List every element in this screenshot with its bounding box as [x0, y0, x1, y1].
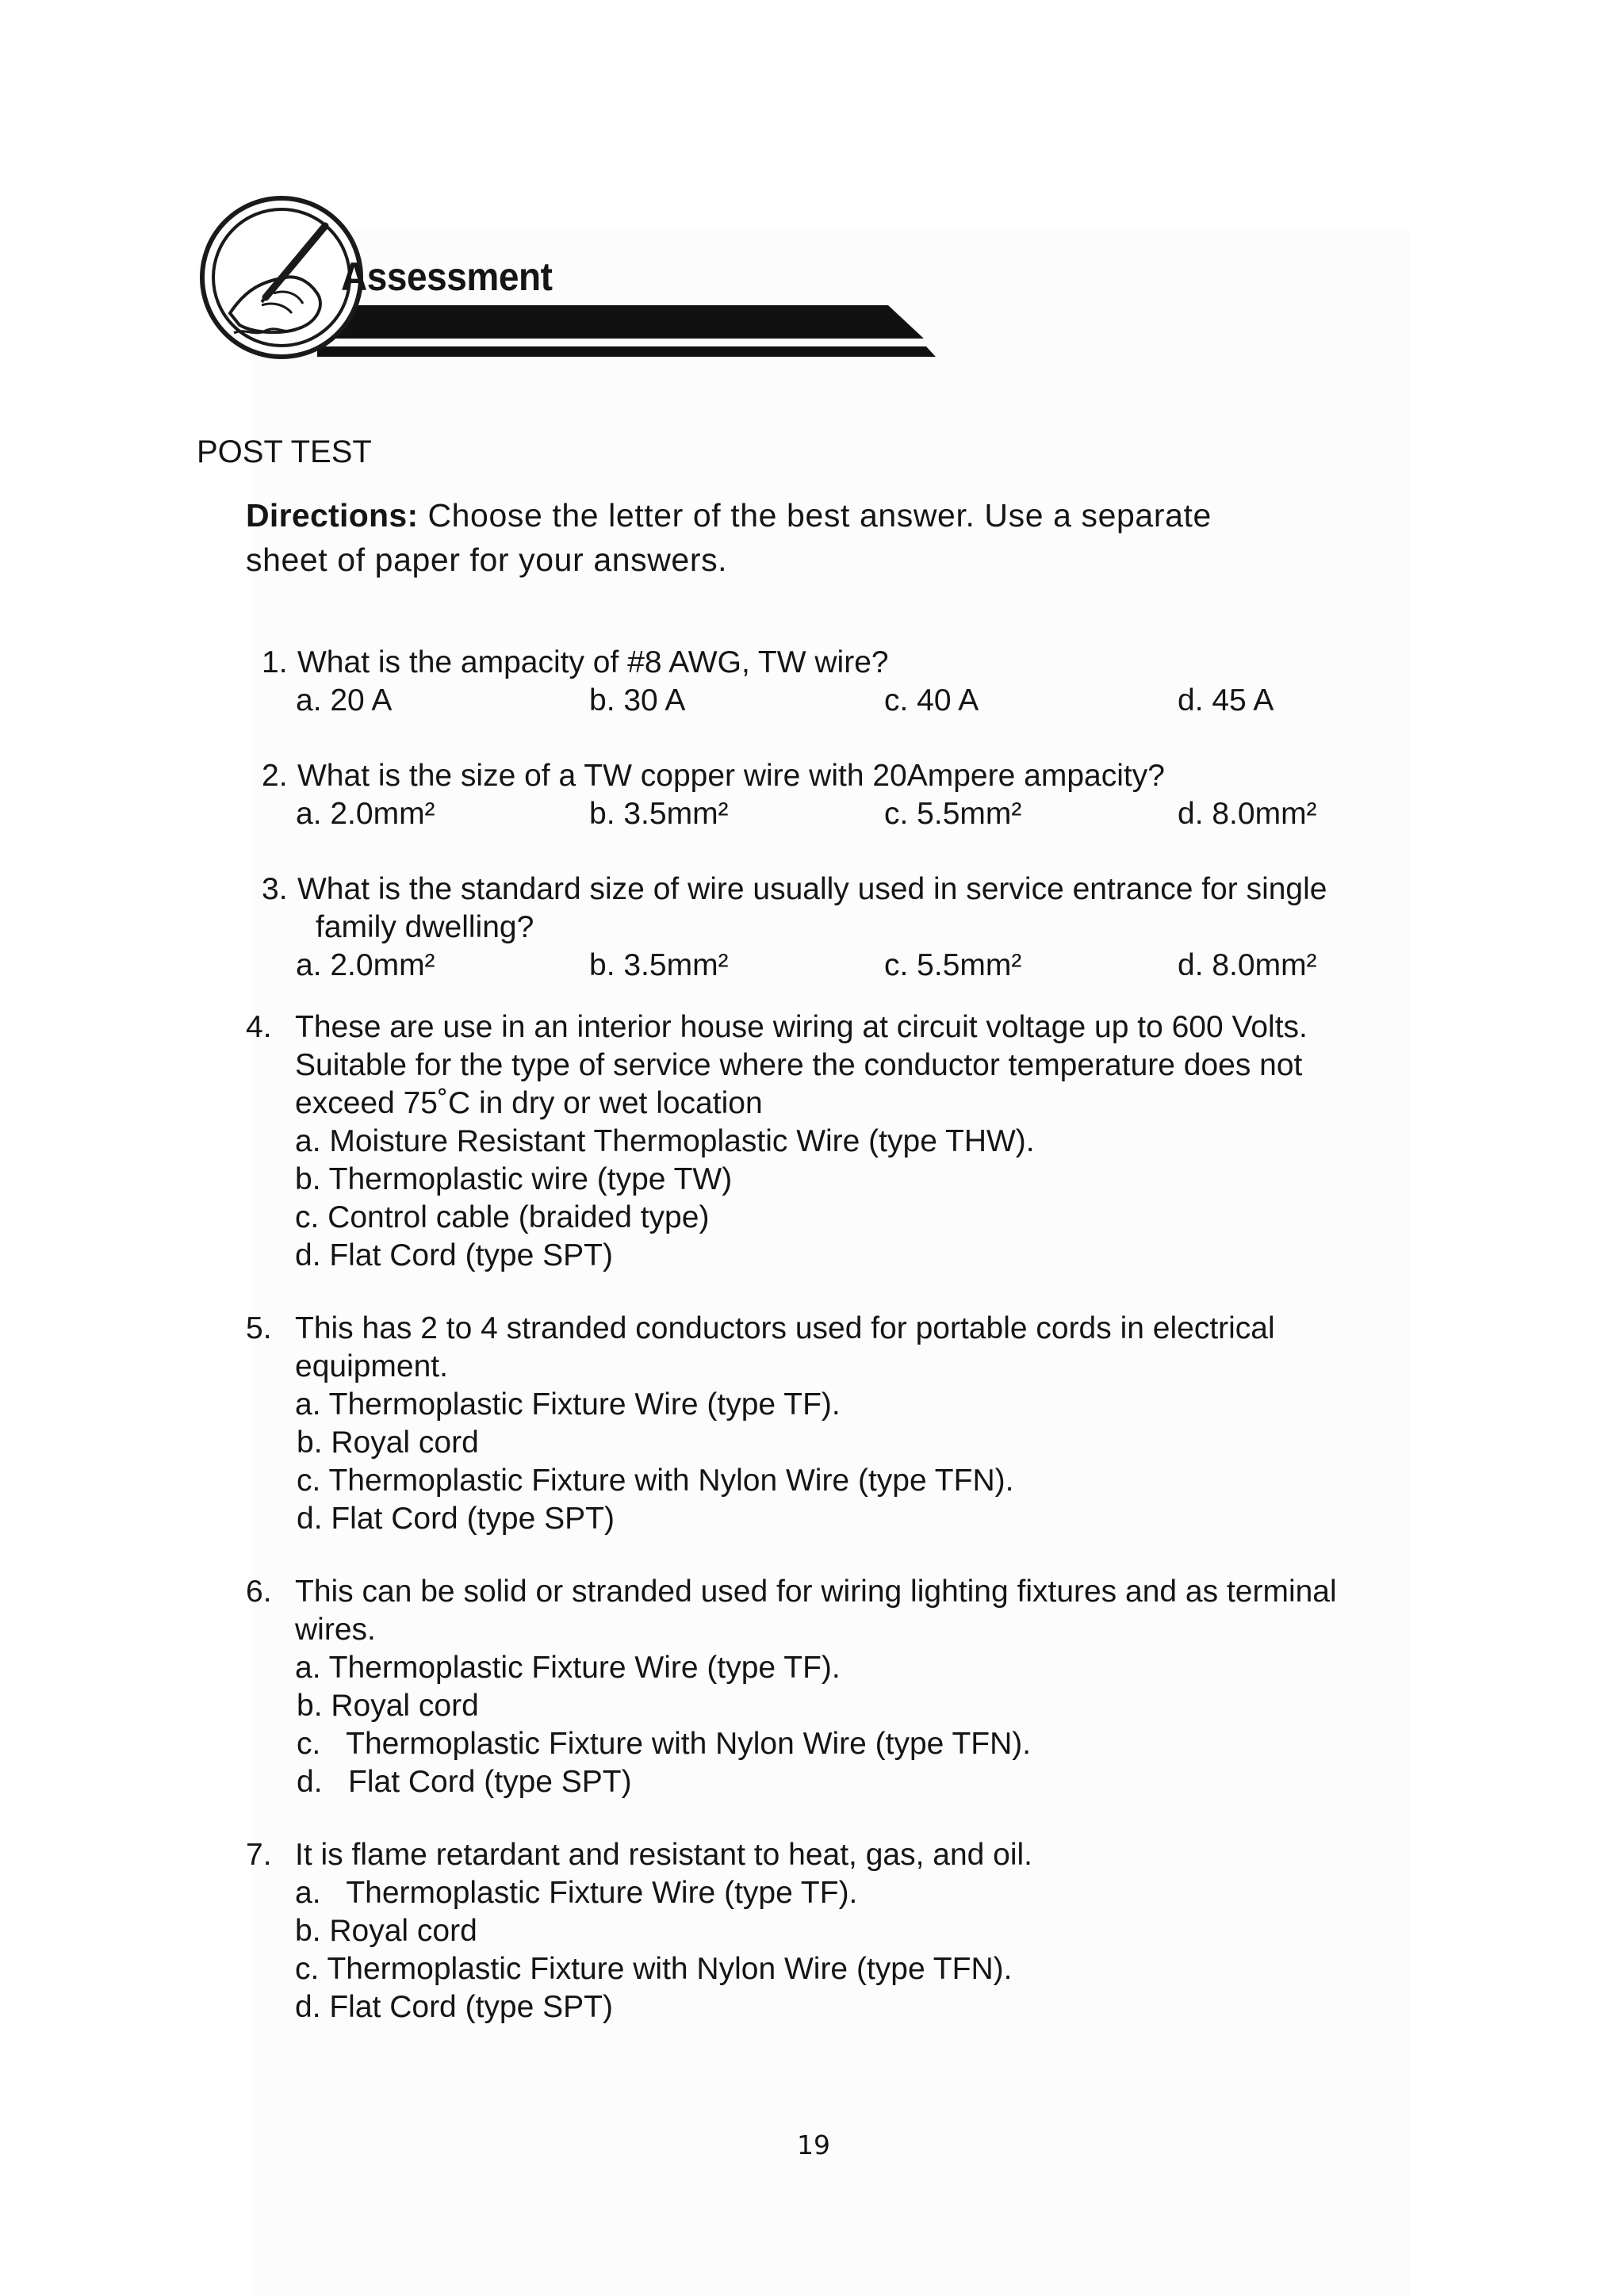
question-1	[262, 644, 1451, 723]
option-d: d. 8.0mm²	[1178, 948, 1317, 982]
directions-text-line1: Choose the letter of the best answer. Use a separate	[418, 497, 1212, 534]
directions-text-line2: sheet of paper for your answers.	[246, 541, 728, 578]
option-c: c. Thermoplastic Fixture with Nylon Wire (type TFN).	[297, 1727, 1032, 1761]
section-label: POST TEST	[197, 434, 372, 469]
question-stem: It is flame retardant and resistant to heat, gas, and oil.	[295, 1838, 1033, 1872]
option-d: d. Flat Cord (type SPT)	[295, 1990, 613, 2024]
banner-stripe-top	[317, 305, 924, 339]
option-c: c. 40 A	[884, 683, 979, 718]
directions	[246, 493, 1435, 582]
option-b: b. 3.5mm²	[589, 797, 729, 831]
question-stem: What is the ampacity of #8 AWG, TW wire?	[297, 645, 889, 679]
option-a: a. 2.0mm²	[296, 948, 435, 982]
option-c: c. Control cable (braided type)	[295, 1200, 710, 1234]
option-c: c. 5.5mm²	[884, 948, 1022, 982]
option-a: a. Moisture Resistant Thermoplastic Wire (type THW).	[295, 1124, 1035, 1158]
question-stem-line2: family dwelling?	[316, 910, 534, 944]
option-b: b. Royal cord	[295, 1914, 477, 1948]
question-stem-line1: These are use in an interior house wiring at circuit voltage up to 600 Volts.	[295, 1010, 1308, 1044]
question-number: 3.	[262, 872, 288, 906]
question-stem-line2: equipment.	[295, 1349, 448, 1383]
question-stem-line1: This can be solid or stranded used for wiring lighting fixtures and as terminal	[295, 1575, 1337, 1609]
question-2	[262, 757, 1451, 836]
question-stem-line3: exceed 75˚C in dry or wet location	[295, 1086, 763, 1120]
question-number: 4.	[246, 1010, 272, 1044]
question-stem-line1: This has 2 to 4 stranded conductors used for portable cords in electrical	[295, 1311, 1275, 1345]
option-d: d. 45 A	[1178, 683, 1274, 718]
question-number: 5.	[246, 1311, 272, 1345]
option-c: c. Thermoplastic Fixture with Nylon Wire (type TFN).	[297, 1464, 1014, 1498]
question-number: 6.	[246, 1575, 272, 1609]
option-b: b. Thermoplastic wire (type TW)	[295, 1162, 733, 1196]
assessment-banner	[198, 194, 936, 373]
banner-stripe-bottom	[317, 346, 936, 357]
option-a: a. 20 A	[296, 683, 393, 718]
question-stem-line2: wires.	[295, 1613, 376, 1647]
directions-label: Directions:	[246, 497, 419, 534]
page-number: 19	[797, 2130, 830, 2160]
option-a: a. Thermoplastic Fixture Wire (type TF).	[295, 1876, 858, 1910]
option-a: a. Thermoplastic Fixture Wire (type TF).	[295, 1387, 841, 1422]
option-a: a. Thermoplastic Fixture Wire (type TF).	[295, 1651, 841, 1685]
question-number: 1.	[262, 645, 288, 679]
question-stem-line1: What is the standard size of wire usually used in service entrance for single	[297, 872, 1327, 906]
question-6	[246, 1573, 1451, 1811]
option-d: d. Flat Cord (type SPT)	[297, 1502, 615, 1536]
question-7	[246, 1836, 1451, 2042]
option-d: d. Flat Cord (type SPT)	[295, 1238, 613, 1272]
option-c: c. 5.5mm²	[884, 797, 1022, 831]
question-stem: What is the size of a TW copper wire with 20Ampere ampacity?	[297, 759, 1165, 793]
hand-writing-pen-icon	[202, 198, 361, 357]
option-b: b. 30 A	[589, 683, 686, 718]
question-number: 2.	[262, 759, 288, 793]
question-4	[246, 1008, 1451, 1278]
assessment-title: Assessment	[341, 254, 553, 299]
option-b: b. 3.5mm²	[589, 948, 729, 982]
question-5	[246, 1310, 1451, 1548]
option-d: d. Flat Cord (type SPT)	[297, 1765, 632, 1799]
question-number: 7.	[246, 1838, 272, 1872]
option-b: b. Royal cord	[297, 1425, 479, 1460]
question-stem-line2: Suitable for the type of service where the conductor temperature does not	[295, 1048, 1303, 1082]
question-3	[262, 871, 1451, 989]
option-d: d. 8.0mm²	[1178, 797, 1317, 831]
option-c: c. Thermoplastic Fixture with Nylon Wire (type TFN).	[295, 1952, 1013, 1986]
option-b: b. Royal cord	[297, 1689, 479, 1723]
option-a: a. 2.0mm²	[296, 797, 435, 831]
